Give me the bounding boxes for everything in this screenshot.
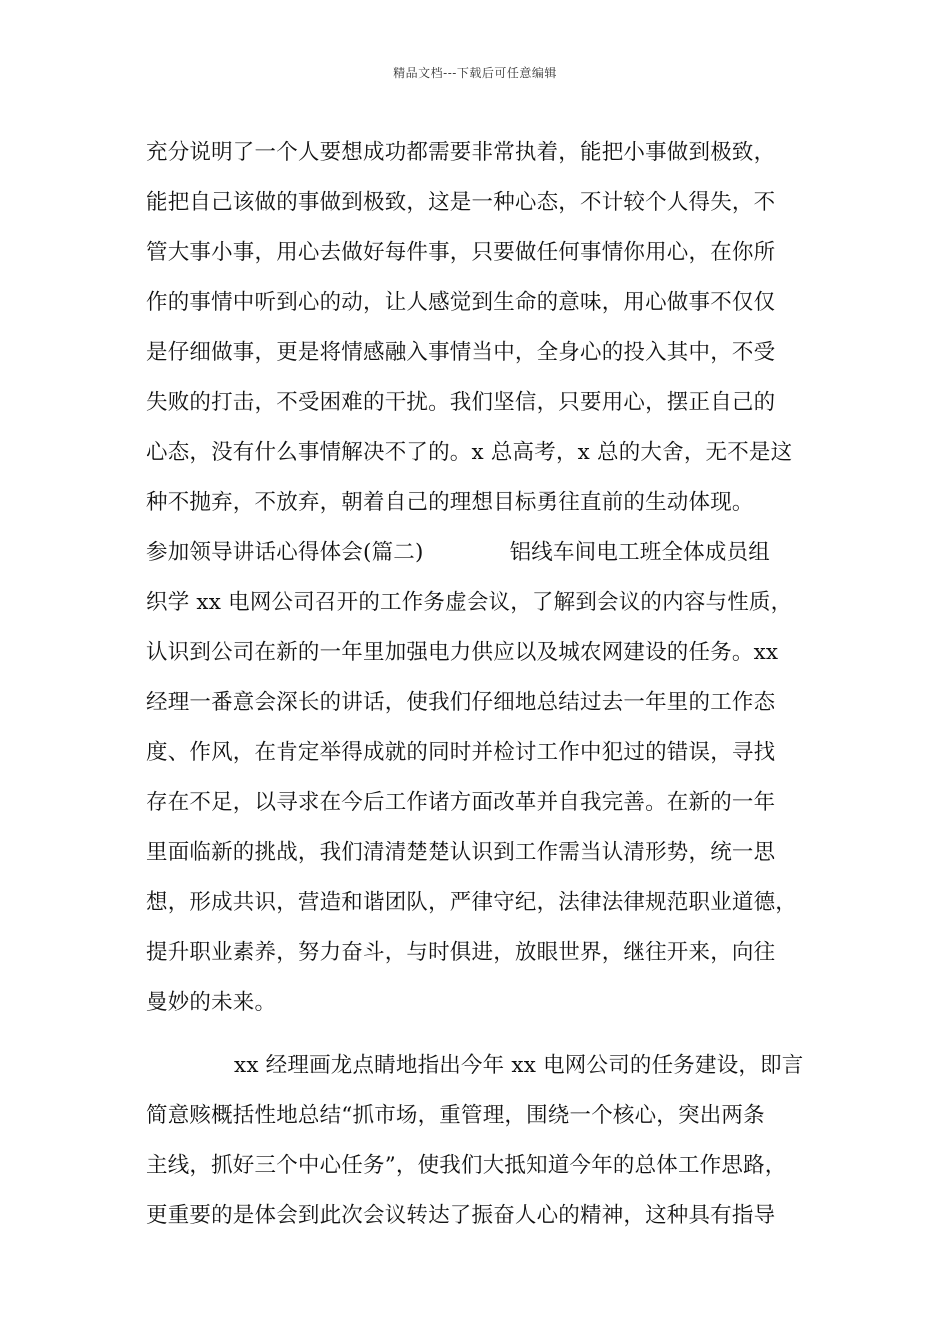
text-line: 里面临新的挑战，我们清清楚楚认识到工作需当认清形势，统一思 (146, 840, 776, 865)
text-line: 主线，抓好三个中心任务”，使我们大抵知道今年的总体工作思路， (146, 1153, 787, 1178)
paragraph-1 (146, 128, 826, 528)
text-line: 心态，没有什么事情解决不了的。x 总高考，x 总的大舍，无不是这 (146, 440, 793, 465)
text-line: 简意赅概括性地总结“抓市场，重管理，围绕一个核心，突出两条 (146, 1103, 765, 1128)
text-line: 想，形成共识，营造和谐团队，严律守纪，法律法律规范职业道德， (146, 890, 798, 915)
text-line: 作的事情中听到心的动，让人感觉到生命的意味，用心做事不仅仅 (146, 290, 776, 315)
text-line: 管大事小事，用心去做好每件事，只要做任何事情你用心，在你所 (146, 240, 776, 265)
text-line: 存在不足，以寻求在今后工作诸方面改革并自我完善。在新的一年 (146, 790, 776, 815)
heading-line-tail: 铝线车间电工班全体成员组 (509, 540, 770, 565)
text-line: 提升职业素养，努力奋斗，与时俱进，放眼世界，继往开来，向往 (146, 940, 776, 965)
text-line: 失败的打击，不受困难的干扰。我们坚信，只要用心，摆正自己的 (146, 390, 776, 415)
section-heading-line (146, 528, 826, 578)
text-line: 充分说明了一个人要想成功都需要非常执着，能把小事做到极致， (146, 140, 776, 165)
text-line: 更重要的是体会到此次会议转达了振奋人心的精神，这种具有指导 (146, 1203, 776, 1228)
text-line: 能把自己该做的事做到极致，这是一种心态，不计较个人得失，不 (146, 190, 776, 215)
text-line: xx 经理画龙点睛地指出今年 xx 电网公司的任务建设，即言 (234, 1053, 804, 1078)
page-header: 精品文档---下载后可任意编辑 (393, 66, 557, 80)
paragraph-3 (146, 1041, 826, 1241)
text-line: 种不抛弃，不放弃，朝着自己的理想目标勇往直前的生动体现。 (146, 490, 754, 515)
text-line: 度、作风，在肯定举得成就的同时并检讨工作中犯过的错误，寻找 (146, 740, 776, 765)
text-line: 认识到公司在新的一年里加强电力供应以及城农网建设的任务。xx (146, 640, 779, 665)
paragraph-2 (146, 528, 826, 1028)
text-line: 经理一番意会深长的讲话，使我们仔细地总结过去一年里的工作态 (146, 690, 776, 715)
document-body (146, 128, 826, 1241)
text-line: 是仔细做事，更是将情感融入事情当中，全身心的投入其中，不受 (146, 340, 776, 365)
text-line: 曼妙的未来。 (146, 990, 277, 1015)
text-line: 织学 xx 电网公司召开的工作务虚会议，了解到会议的内容与性质， (146, 590, 793, 615)
section-heading: 参加领导讲话心得体会(篇二) (146, 540, 424, 565)
